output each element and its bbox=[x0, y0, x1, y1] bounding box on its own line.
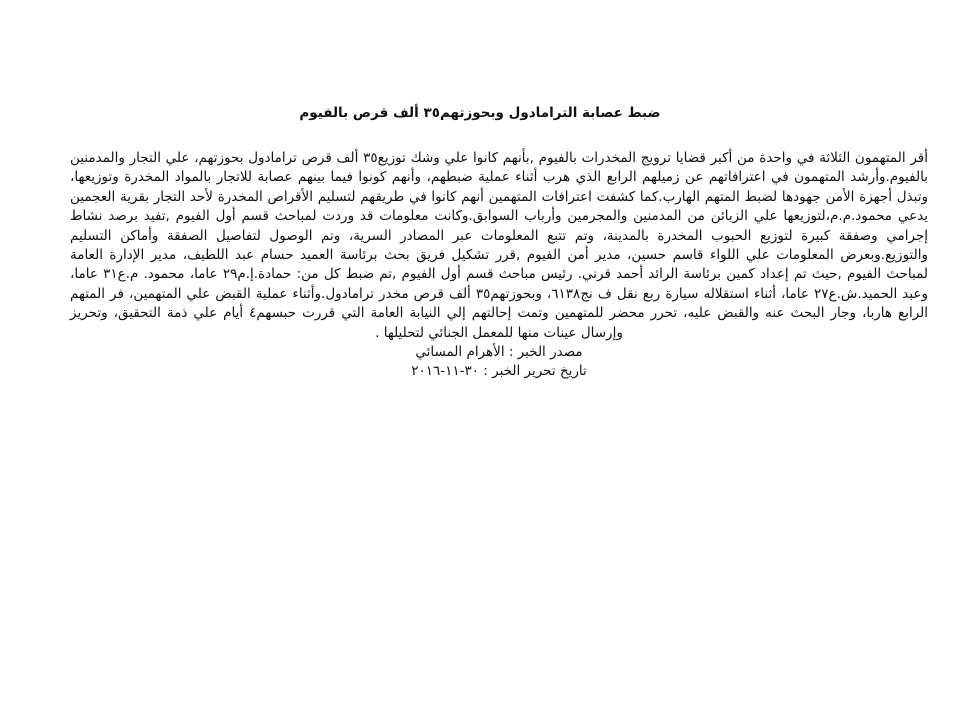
article-date: تاريخ تحرير الخبر : ٣٠-١١-٢٠١٦ bbox=[411, 363, 587, 380]
article-headline: ضبط عصابة الترامادول وبحوزتهم٣٥ ألف قرص بالفيوم bbox=[299, 105, 661, 121]
article-content bbox=[70, 149, 928, 382]
article-body: أقر المتهمون الثلاثة في واحدة من أكبر قضايا ترويج المخدرات بالفيوم ,بأنهم كانوا علي وشك توزيع٣٥ ألف قرص ترامادول بحوزتهم، علي التجار والمدمنين بالفيوم.وأرشد المتهمون في اعترافاتهم عن زميلهم الرابع الذي هرب أثناء عملية ضبطهم، وأنهم كونوا فيما بينهم عصابة للاتجار بالمواد المخدرة وتوزيعها، وتبذل أجهزة الأمن جهودها لضبط المتهم الهارب.كما كشفت اعترافات المتهمين أنهم كانوا في طريقهم لتسليم الأقراص المخدرة لأحد التجار بقرية العجمين يدعي محمود.م.م،لتوزيعها علي الزبائن من المدمنين والمجرمين وأرباب السوابق.وكانت معلومات قد وردت لمباحث قسم أول الفيوم ,تفيد برصد نشاط إجرامي وصفقة كبيرة لتوزيع الحبوب المخدرة بالمدينة، وتم تتبع المعلومات عبر المصادر السرية، وتم الوصول لتفاصيل الصفقة وأماكن التسليم والتوزيع.وبعرض المعلومات علي اللواء قاسم حسين، مدير أمن الفيوم ,قرر تشكيل فريق بحث برئاسة العميد حسام عبد اللطيف، مدير الإدارة العامة لمباحث الفيوم ,حيث تم إعداد كمين برئاسة الرائد أحمد قرني. رئيس مباحث قسم أول الفيوم ,تم ضبط كل من: حمادة.إ.م٢٩ عاما، محمود. م.ع٣١ عاما، وعبد الحميد.ش.ع٢٧ عاما، أثناء استقلاله سيارة ربع نقل ف نج٦١٣٨، وبحوزتهم٣٥ ألف قرص مخدر ترامادول.وأثناء عملية القبض علي المتهمين، فر المتهم الرابع هاربا، وجار البحث عنه والقبض عليه، تحرر محضر للمتهمين وتمت إحالتهم إلي النيابة العامة التي قررت حبسهم٤ أيام علي ذمة التحقيق، وتحريز وإرسال عينات منها للمعمل الجنائي لتحليلها . bbox=[70, 150, 929, 341]
article-source: مصدر الخبر : الأهرام المسائي bbox=[415, 344, 583, 361]
